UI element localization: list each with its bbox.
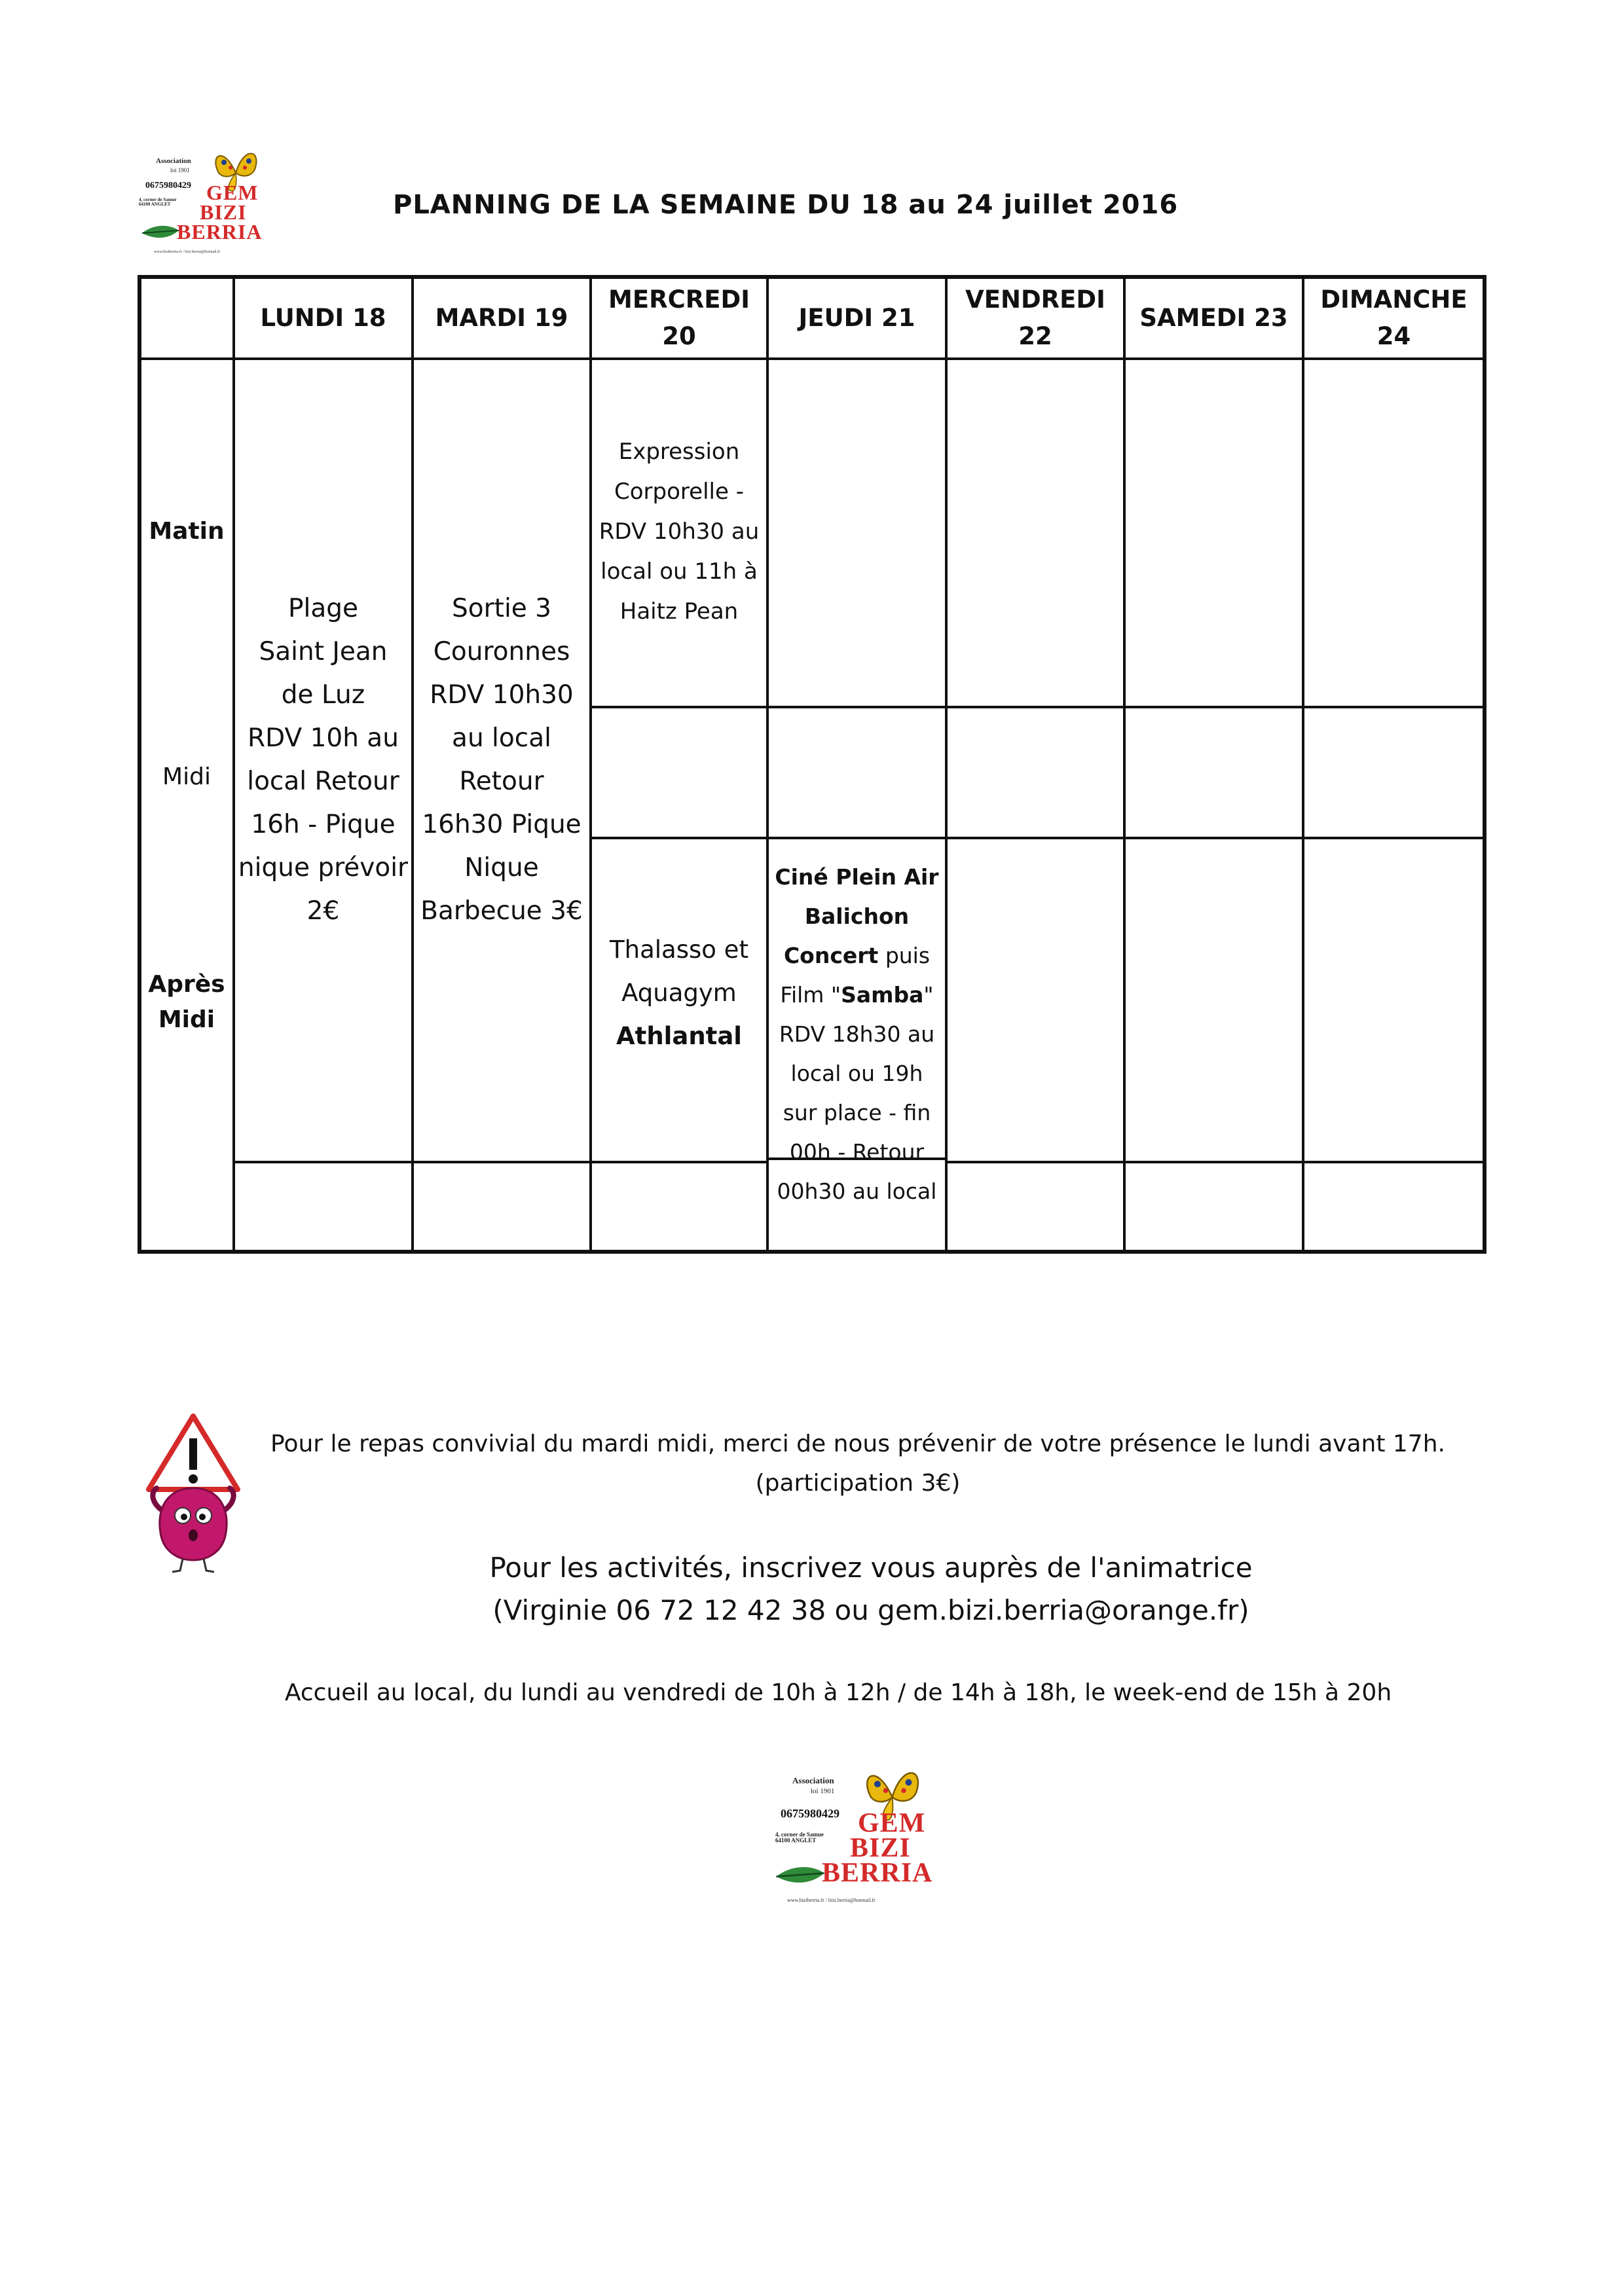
logo-association: Association bbox=[156, 157, 191, 165]
note-accueil: Accueil au local, du lundi au vendredi de 10h à 12h / de 14h à 18h, le week-end de 15h à 20h bbox=[284, 1679, 1392, 1706]
day-header-dimanche: DIMANCHE 24 bbox=[1320, 285, 1467, 350]
activity-mercredi-matin: Expression Corporelle - RDV 10h30 au local ou 11h à Haitz Pean bbox=[599, 439, 760, 625]
logo-bottom bbox=[760, 1761, 956, 1912]
note-activites: Pour les activités, inscrivez vous auprès de l'animatrice bbox=[489, 1552, 1253, 1584]
activity-jeudi-apres-midi: Ciné Plein Air Balichon Concert puis Film "Samba" RDV 18h30 au local ou 19h sur place - fin 00h - Retour 00h30 au local bbox=[775, 864, 939, 1204]
logo-loi: loi 1901 bbox=[170, 167, 190, 173]
note-contact: (Virginie 06 72 12 42 38 ou gem.bizi.berria@orange.fr) bbox=[492, 1594, 1249, 1626]
logo-word-bizi: BIZI bbox=[200, 200, 247, 224]
note-participation: (participation 3€) bbox=[755, 1470, 961, 1497]
activity-mercredi-apres-midi: Thalasso et Aquagym Athlantal bbox=[610, 936, 748, 1050]
day-header-mercredi: MERCREDI 20 bbox=[608, 285, 750, 350]
activity-lundi: Plage Saint Jean de Luz RDV 10h au local Retour 16h - Pique nique prévoir 2€ bbox=[238, 594, 409, 926]
page-title: PLANNING DE LA SEMAINE DU 18 au 24 juillet 2016 bbox=[393, 190, 1179, 220]
logo-word-bizi: BIZI bbox=[850, 1833, 911, 1863]
logo-word-gem: GEM bbox=[206, 181, 259, 204]
logo-loi: loi 1901 bbox=[811, 1787, 835, 1795]
day-header-lundi: LUNDI 18 bbox=[260, 303, 386, 332]
logo-website: www.biziberria.fr / bizi.berria@hotmail.fr bbox=[787, 1897, 876, 1903]
logo-phone: 0675980429 bbox=[781, 1807, 840, 1820]
warning-mascot-icon bbox=[141, 1411, 246, 1575]
logo-website: www.biziberria.fr / bizi.berria@hotmail.fr bbox=[154, 250, 221, 254]
logo-phone: 0675980429 bbox=[145, 181, 191, 191]
day-header-samedi: SAMEDI 23 bbox=[1139, 303, 1288, 332]
activity-mardi: Sortie 3 Couronnes RDV 10h30 au local Retour 16h30 Pique Nique Barbecue 3€ bbox=[420, 594, 583, 926]
period-midi: Midi bbox=[162, 763, 211, 790]
logo-address: 4, corner de Samue 64100 ANGLET bbox=[775, 1831, 824, 1844]
note-repas: Pour le repas convivial du mardi midi, merci de nous prévenir de votre présence le lundi avant 17h. bbox=[270, 1430, 1445, 1457]
day-header-jeudi: JEUDI 21 bbox=[798, 303, 915, 332]
leaf-icon bbox=[774, 1865, 826, 1887]
period-apres-midi: Après Midi bbox=[148, 971, 225, 1033]
logo-word-berria: BERRIA bbox=[822, 1858, 933, 1888]
logo-word-gem: GEM bbox=[858, 1808, 926, 1838]
logo-word-berria: BERRIA bbox=[177, 220, 263, 244]
day-header-vendredi: VENDREDI 22 bbox=[965, 285, 1105, 350]
logo-address: 4, corner de Samue 64100 ANGLET bbox=[139, 197, 177, 208]
period-matin: Matin bbox=[149, 518, 225, 545]
day-header-mardi: MARDI 19 bbox=[435, 303, 568, 332]
logo-association: Association bbox=[792, 1776, 834, 1785]
